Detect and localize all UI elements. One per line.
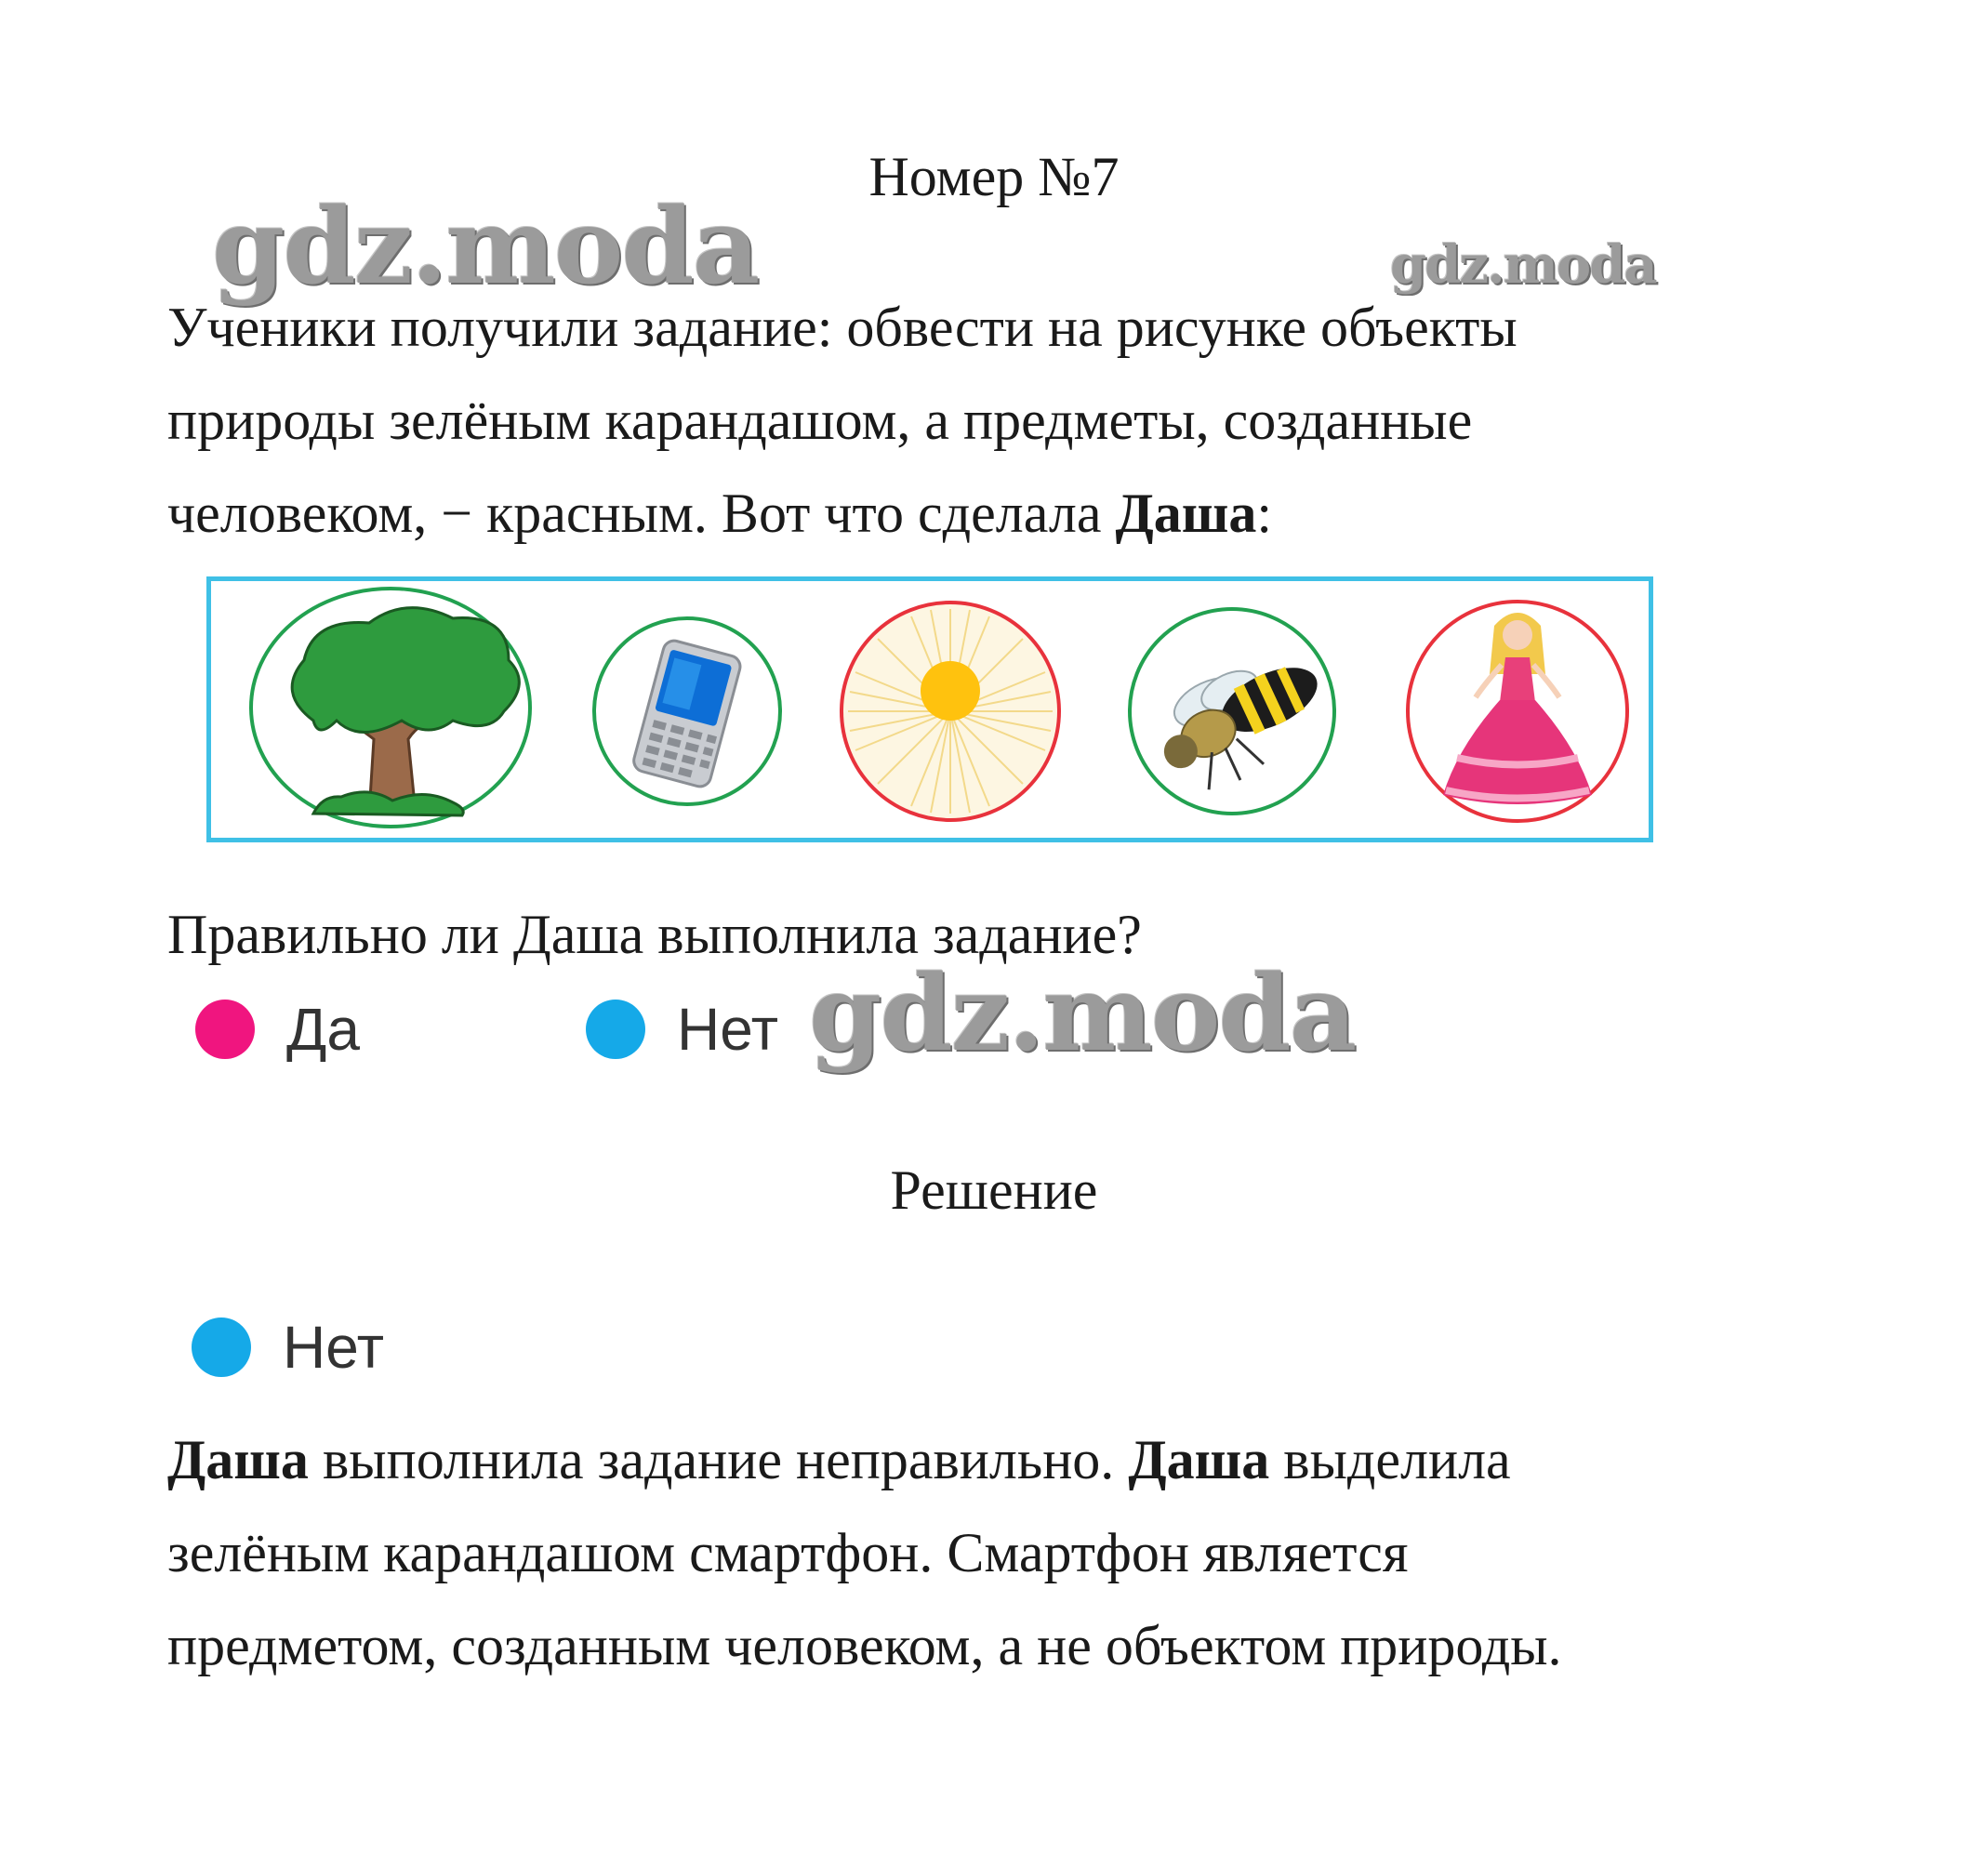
solution-line: зелёным карандашом смартфон. Смартфон является (167, 1522, 1409, 1583)
question-text: Правильно ли Даша выполнила задание? (167, 904, 1142, 965)
watermark-logo: gdz.moda (212, 186, 759, 308)
solution-title: Решение (890, 1159, 1098, 1221)
picture-frame (206, 576, 1653, 842)
page-title: Номер №7 (868, 146, 1120, 207)
task-line: Ученики получили задание: обвести на рисунке объекты (167, 297, 1518, 358)
option-yes-label: Да (286, 996, 360, 1063)
option-no-label: Нет (677, 996, 778, 1063)
tree-item (251, 589, 530, 827)
task-line-colon: : (1256, 483, 1273, 544)
option-no-dot (586, 1000, 645, 1059)
doll-item (1408, 602, 1627, 821)
task-line-text: человеком, − красным. Вот что сделала (167, 483, 1116, 544)
task-text (167, 281, 1841, 560)
solution-line-text: выделила (1269, 1429, 1511, 1490)
name-dasha: Даша (167, 1429, 309, 1490)
sun-icon (921, 661, 980, 721)
phone-item (594, 618, 780, 804)
option-yes-dot (195, 1000, 255, 1059)
solution-text (167, 1413, 1841, 1692)
answer-option (192, 1313, 384, 1382)
solution-line-text: выполнила задание неправильно. (308, 1429, 1129, 1490)
name-dasha: Даша (1128, 1429, 1270, 1490)
tree-crown-icon (292, 608, 519, 733)
name-dasha: Даша (1115, 483, 1257, 544)
solution-line (167, 1413, 1841, 1506)
solution-line: предметом, созданным человеком, а не объектом природы. (167, 1615, 1562, 1676)
answer-label: Нет (283, 1314, 384, 1381)
task-line (167, 467, 1841, 560)
task-line: природы зелёным карандашом, а предметы, созданные (167, 390, 1473, 451)
picture-svg (211, 581, 1649, 838)
bee-item (1130, 609, 1342, 814)
option-yes[interactable] (195, 995, 360, 1064)
sun-item (842, 602, 1059, 820)
option-no[interactable] (586, 995, 778, 1064)
watermark-logo: gdz.moda (809, 953, 1356, 1075)
doll-icon (1443, 613, 1592, 804)
answer-dot (192, 1317, 251, 1377)
bee-icon (1143, 639, 1341, 805)
watermark-logo: gdz.moda (1390, 234, 1656, 296)
